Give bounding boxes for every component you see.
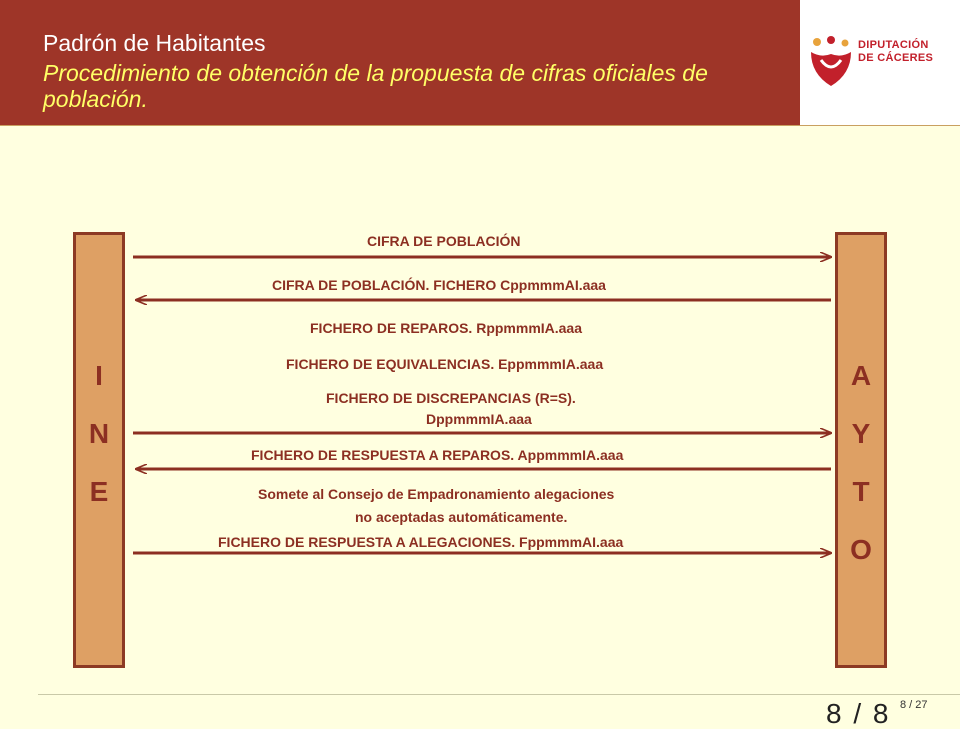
footer-divider	[38, 694, 960, 695]
message-label: DppmmmIA.aaa	[426, 411, 532, 427]
slide-number: 8 / 8	[826, 698, 891, 729]
ine-label: I N E	[88, 360, 110, 507]
ayto-label: A Y T O	[850, 360, 872, 565]
page-subtitle: Procedimiento de obtención de la propuesta de cifras oficiales de población.	[43, 60, 708, 112]
message-label: FICHERO DE RESPUESTA A REPAROS. AppmmmIA.aaa	[251, 447, 624, 463]
message-label: FICHERO DE DISCREPANCIAS (R=S).	[326, 390, 576, 406]
page-counter: 8 / 27	[900, 699, 928, 711]
logo-text: DIPUTACIÓN DE CÁCERES	[858, 39, 934, 64]
page-title: Padrón de Habitantes	[43, 30, 266, 56]
message-label: no aceptadas automáticamente.	[355, 509, 568, 525]
message-label: CIFRA DE POBLACIÓN	[367, 233, 521, 249]
message-label: FICHERO DE REPAROS. RppmmmIA.aaa	[310, 320, 583, 336]
message-label: Somete al Consejo de Empadronamiento alegaciones	[258, 486, 615, 502]
message-label: CIFRA DE POBLACIÓN. FICHERO CppmmmAI.aaa	[272, 277, 606, 293]
message-label: FICHERO DE RESPUESTA A ALEGACIONES. FppmmmAI.aaa	[218, 534, 624, 550]
message-label: FICHERO DE EQUIVALENCIAS. EppmmmIA.aaa	[286, 356, 604, 372]
